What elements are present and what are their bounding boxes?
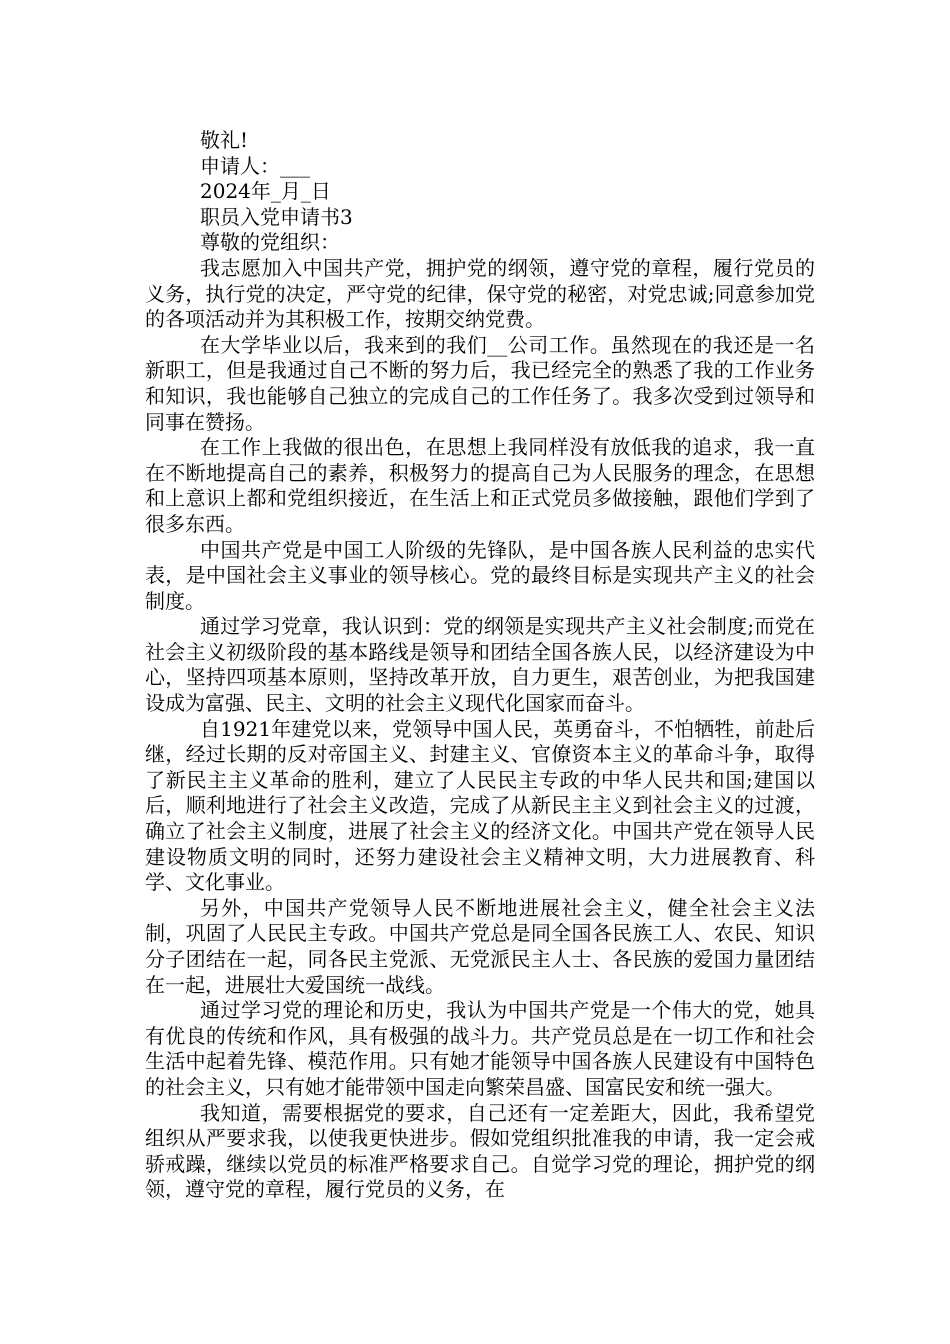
paragraph: 通过学习党章，我认识到：党的纲领是实现共产主义社会制度;而党在社会主义初级阶段的基本路线是领导和团结全国各族人民，以经济建设为中心，坚持四项基本原则，坚持改革开放，自力更生，艰苦创业，为把我国建设成为富强、民主、文明的社会主义现代化国家而奋斗。 [145,614,815,716]
paragraph: 通过学习党的理论和历史，我认为中国共产党是一个伟大的党，她具有优良的传统和作风，具有极强的战斗力。共产党员总是在一切工作和社会生活中起着先锋、模范作用。只有她才能领导中国各族人民建设有中国特色的社会主义，只有她才能带领中国走向繁荣昌盛、国富民安和统一强大。 [145,998,815,1099]
salutation: 尊敬的党组织： [200,230,340,255]
section-title: 职员入党申请书3 [200,204,353,229]
paragraph: 在工作上我做的很出色，在思想上我同样没有放低我的追求，我一直在不断地提高自己的素养，积极努力的提高自己为人民服务的理念，在思想和上意识上都和党组织接近，在生活上和正式党员多做接触，跟他们学到了很多东西。 [145,435,815,536]
paragraph: 中国共产党是中国工人阶级的先锋队，是中国各族人民利益的忠实代表，是中国社会主义事业的领导核心。党的最终目标是实现共产主义的社会制度。 [145,537,815,613]
paragraph: 自1921年建党以来，党领导中国人民，英勇奋斗，不怕牺牲，前赴后继，经过长期的反对帝国主义、封建主义、官僚资本主义的革命斗争，取得了新民主主义革命的胜利，建立了人民民主专政的中华人民共和国;建国以后，顺利地进行了社会主义改造，完成了从新民主主义到社会主义的过渡，确立了社会主义制度，进展了社会主义的经济文化。中国共产党在领导人民建设物质文明的同时，还努力建设社会主义精神文明，大力进展教育、科学、文化事业。 [145,716,815,895]
paragraph: 我知道，需要根据党的要求，自己还有一定差距大，因此，我希望党组织从严要求我，以使我更快进步。假如党组织批准我的申请，我一定会戒骄戒躁，继续以党员的标准严格要求自己。自觉学习党的理论，拥护党的纲领，遵守党的章程，履行党员的义务，在 [145,1100,815,1202]
paragraph: 在大学毕业以后，我来到的我们__公司工作。虽然现在的我还是一名新职工，但是我通过自己不断的努力后，我已经完全的熟悉了我的工作业务和知识，我也能够自己独立的完成自己的工作任务了。我多次受到过领导和同事在赞扬。 [145,332,815,434]
document-body [145,128,815,1203]
applicant-line: 申请人：___ [200,153,310,178]
closing-line: 敬礼! [200,128,249,152]
paragraph: 另外，中国共产党领导人民不断地进展社会主义，健全社会主义法制，巩固了人民民主专政。中国共产党总是同全国各民族工人、农民、知识分子团结在一起，同各民主党派、无党派民主人士、各民族的爱国力量团结在一起，进展壮大爱国统一战线。 [145,895,815,997]
date-line: 2024年_月_日 [200,179,331,204]
paragraph: 我志愿加入中国共产党，拥护党的纲领，遵守党的章程，履行党员的义务，执行党的决定，严守党的纪律，保守党的秘密，对党忠诚;同意参加党的各项活动并为其积极工作，按期交纳党费。 [145,255,815,332]
